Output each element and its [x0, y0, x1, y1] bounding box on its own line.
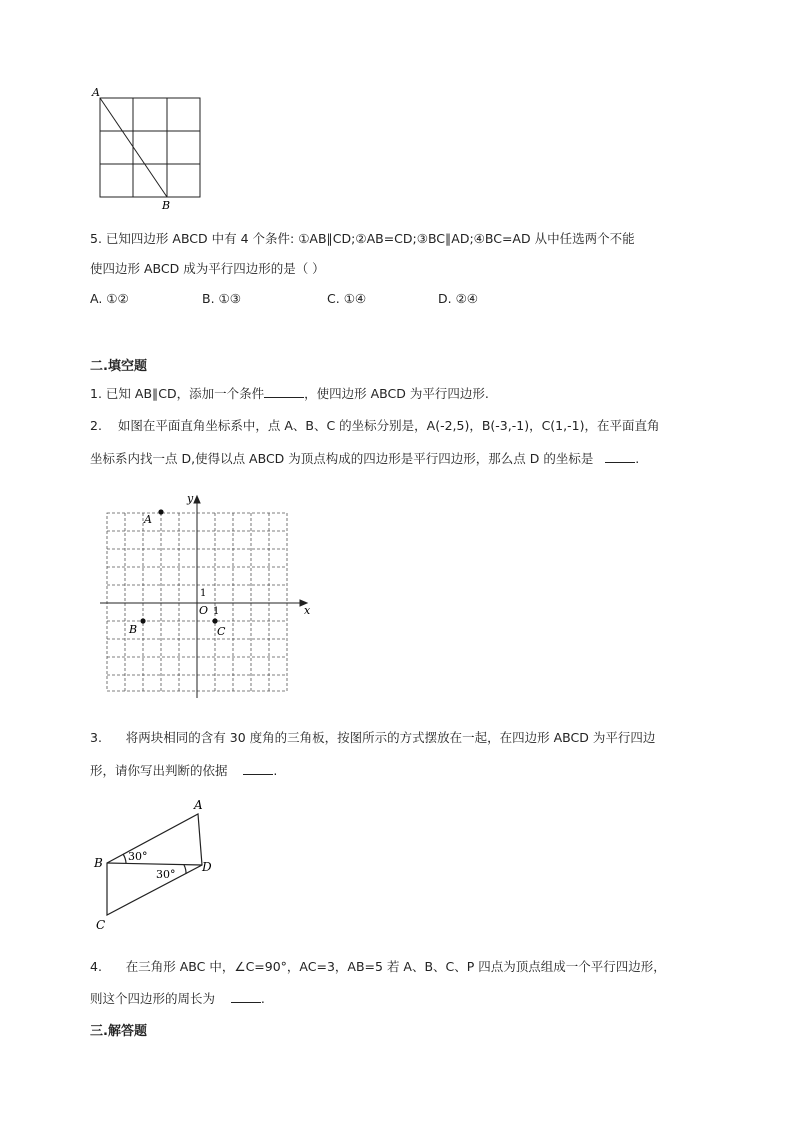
- option-letter: B.: [202, 291, 215, 306]
- q5-option-b: [202, 291, 241, 306]
- parallelogram-figure: [90, 795, 220, 935]
- angle-b-label: 30°: [128, 850, 148, 863]
- vertex-d-label: D: [202, 860, 212, 874]
- fill4-line-1: [90, 959, 666, 975]
- option-letter: D.: [438, 291, 452, 306]
- fill3-answer-blank[interactable]: [243, 762, 273, 775]
- y-unit-label: 1: [200, 588, 207, 599]
- angle-arc-b: [123, 854, 126, 863]
- x-axis-label: x: [304, 604, 311, 617]
- y-axis-arrow-icon: [194, 496, 200, 503]
- option-text: ①②: [106, 291, 129, 306]
- point-c-label: C: [217, 625, 226, 638]
- fill1-answer-blank[interactable]: [264, 385, 304, 398]
- fill2-period: .: [635, 451, 640, 466]
- diagonal-bd: [107, 863, 202, 865]
- fill4-answer-blank[interactable]: [231, 990, 261, 1003]
- fill2-number: 2.: [90, 418, 102, 433]
- option-letter: A.: [90, 291, 103, 306]
- grid-figure-1: [88, 84, 208, 214]
- point-b-label: B: [129, 623, 138, 636]
- angle-arc-d: [184, 865, 186, 874]
- fill1-text-after: ，使四边形 ABCD 为平行四边形.: [304, 386, 489, 401]
- parallelogram-lines: [107, 814, 202, 915]
- option-letter: C.: [327, 291, 340, 306]
- q5-option-c: [327, 291, 366, 306]
- fill4-stem-1: 在三角形 ABC 中，∠C=90°，AC=3，AB=5 若 A、B、C、P 四点为顶点组成一个平行四边形，: [125, 959, 666, 974]
- q5-line-1: [90, 231, 635, 247]
- vertex-a-label: A: [194, 798, 203, 812]
- fill3-stem-2: 形，请你写出判断的依据: [90, 763, 228, 778]
- fill3-line-2: [90, 762, 277, 779]
- vertex-c-label: C: [96, 918, 106, 932]
- option-text: ②④: [455, 291, 479, 306]
- fill2-stem-2: 坐标系内找一点 D,使得以点 ABCD 为顶点构成的四边形是平行四边形，那么点 D 的坐标是: [90, 451, 594, 466]
- point-a-dot: [158, 509, 163, 514]
- fill1-number: 1.: [90, 386, 102, 401]
- figure1-label-b: B: [162, 199, 171, 212]
- q5-option-a: [90, 291, 129, 306]
- fill3-line-1: [90, 730, 655, 746]
- point-b-dot: [140, 618, 145, 623]
- section-3-heading: 三.解答题: [90, 1024, 147, 1039]
- section-2-heading: 二.填空题: [90, 359, 147, 374]
- fill4-stem-2: 则这个四边形的周长为: [90, 991, 216, 1006]
- fill1-text-before: 已知 AB∥CD，添加一个条件: [105, 386, 265, 401]
- point-a-label: A: [144, 513, 152, 526]
- y-axis-label: y: [187, 492, 194, 505]
- x-unit-label: 1: [213, 606, 220, 617]
- grid-lines: [100, 98, 200, 197]
- q5-number: 5.: [90, 231, 102, 246]
- q5-line-2: 使四边形 ABCD 成为平行四边形的是（ ）: [90, 261, 325, 276]
- point-c-dot: [212, 618, 217, 623]
- fill2-stem-1: 如图在平面直角坐标系中，点 A、B、C 的坐标分别是，A(-2,5)，B(-3,-1)，C(1,-1)，在平面直角: [117, 418, 660, 433]
- fill4-period: .: [260, 991, 265, 1006]
- option-text: ①④: [343, 291, 367, 306]
- fill3-stem-1: 将两块相同的含有 30 度角的三角板，按图所示的方式摆放在一起，在四边形 ABCD 为平行四边: [125, 730, 656, 745]
- fill2-line-2: [90, 450, 639, 467]
- fill1-line: [90, 385, 489, 402]
- fill4-line-2: [90, 990, 265, 1007]
- origin-label: O: [199, 604, 209, 617]
- option-text: ①③: [218, 291, 241, 306]
- vertex-b-label: B: [94, 856, 103, 870]
- fill2-line-1: [90, 418, 659, 434]
- fill3-period: .: [273, 763, 278, 778]
- q5-stem-1: 已知四边形 ABCD 中有 4 个条件: ①AB∥CD;②AB=CD;③BC∥AD;④BC=AD 从中任选两个不能: [105, 231, 635, 246]
- fill4-number: 4.: [90, 959, 102, 974]
- angle-d-label: 30°: [156, 868, 176, 881]
- figure1-label-a: A: [92, 86, 100, 99]
- fill2-answer-blank[interactable]: [605, 450, 635, 463]
- q5-option-d: [438, 291, 478, 306]
- fill3-number: 3.: [90, 730, 102, 745]
- coordinate-grid-figure: [96, 490, 316, 702]
